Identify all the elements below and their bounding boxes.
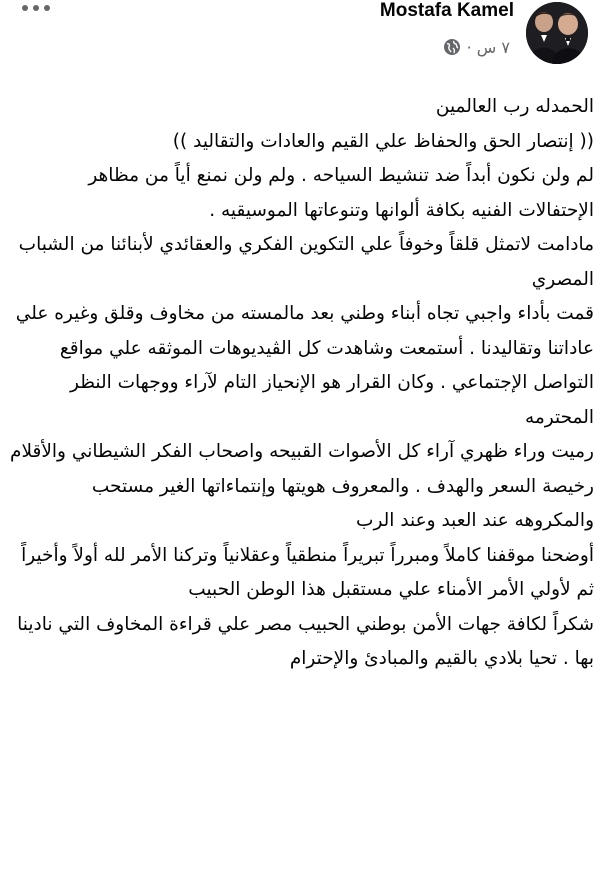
menu-dot: [22, 5, 28, 11]
menu-dot: [33, 5, 39, 11]
menu-dot: [44, 5, 50, 11]
post-paragraph: أوضحنا موقفنا كاملاً ومبرراً تبريراً منطقياً وعقلانياً وتركنا الأمر لله أولاً وأخيراً ثم لأولي الأمر الأمناء علي مستقبل هذا الوطن الحبيب: [21, 544, 594, 600]
post-timestamp[interactable]: ٧ س ·: [466, 37, 510, 57]
post-paragraph: شكراً لكافة جهات الأمن بوطني الحبيب مصر علي قراءة المخاوف التي نادينا بها . تحيا بلادي بالقيم والمبادئ والإحترام: [17, 613, 594, 669]
post-paragraph: الحمدله رب العالمين: [435, 96, 594, 117]
post-paragraph: (( إنتصار الحق والحفاظ علي القيم والعادات والتقاليد )): [172, 130, 594, 152]
post-paragraph: لم ولن نكون أبداً ضد تنشيط السياحه . ولم ولن نمنع أياً من مظاهر الإحتفالات الفنيه بكافة ألوانها وتنوعاتها الموسيقيه .: [88, 165, 594, 221]
post-paragraph: مادامت لاتمثل قلقاً وخوفاً علي التكوين الفكري والعقائدي لأبنائنا من الشباب المصري: [18, 234, 594, 290]
post-body: [10, 90, 594, 677]
avatar[interactable]: [526, 2, 588, 64]
post-paragraph: رميت وراء ظهري آراء كل الأصوات القبيحه واصحاب الفكر الشيطاني والأقلام رخيصة السعر والهدف . والمعروف هويتها وإنتماءاتها الغير مستحب والمكروهه عند العبد وعند الرب: [10, 441, 594, 531]
globe-icon[interactable]: [443, 38, 461, 56]
post-meta: [443, 35, 510, 59]
author-name[interactable]: Mostafa Kamel: [379, 0, 514, 21]
post-paragraph: قمت بأداء واجبي تجاه أبناء وطني بعد مالمسته من مخاوف وقلق وغيره علي عاداتنا وتقاليدنا . أستمعت وشاهدت كل الڤيديوهات الموثقه علي مواقع التواصل الإجتماعي . وكان القرار هو الإنحياز التام لآراء ووجهات النظر المحترمه: [15, 303, 594, 428]
more-options-icon[interactable]: [22, 0, 62, 16]
